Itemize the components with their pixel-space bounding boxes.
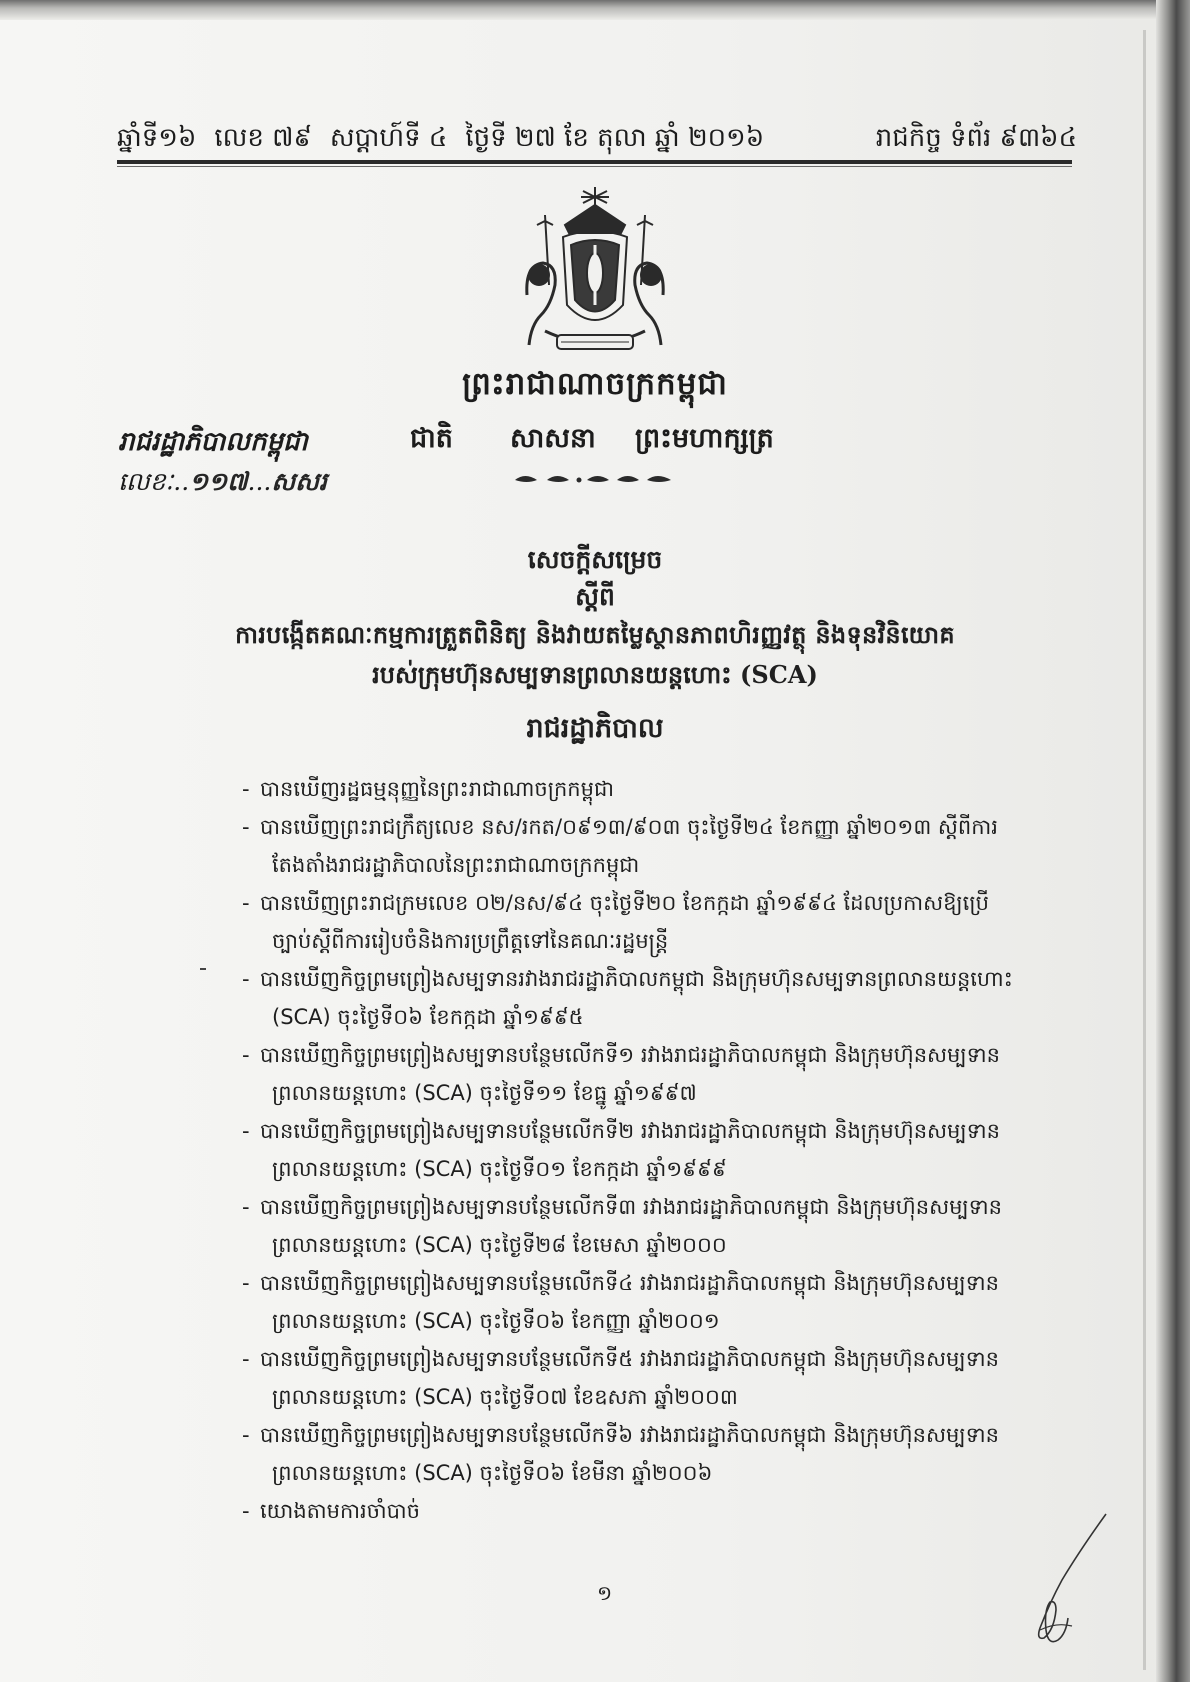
list-item: - បានឃើញកិច្ចព្រមព្រៀងសម្បទានបន្ថែមលើកទី១ រវាងរាជរដ្ឋាភិបាលកម្ពុជា និងក្រុមហ៊ុនសម្បទាន ព្រលានយន្តហោះ (SCA) ចុះថ្ងៃទី១១ ខែធ្នូ ឆ្នាំ១៩៩៧ — [242, 1036, 1042, 1112]
header-week: សប្តាហ៍ទី ៤ — [329, 123, 448, 153]
header-rule-thin — [117, 166, 1072, 167]
reference-number: លេខៈ..១១៧...សសរ — [118, 467, 327, 496]
header-date: ថ្ងៃទី ២៧ ខែ តុលា ឆ្នាំ ២០១៦ — [465, 123, 765, 153]
reference-label: លេខៈ — [118, 467, 174, 496]
authority-heading: រាជរដ្ឋាភិបាល — [526, 713, 664, 744]
issuing-authority: រាជរដ្ឋាភិបាលកម្ពុជា — [118, 427, 308, 457]
royal-coat-of-arms-icon — [505, 185, 685, 365]
subject-line-2: របស់ក្រុមហ៊ុនសម្បទានព្រលានយន្តហោះ (SCA) — [372, 660, 818, 689]
list-item: - បានឃើញព្រះរាជក្រមលេខ ០២/នស/៩៤ ចុះថ្ងៃទី២០ ខែកក្កដា ឆ្នាំ១៩៩៤ ដែលប្រកាសឱ្យប្រើ ច្បាប់ស្តីពីការរៀបចំនិងការប្រព្រឹត្តទៅនៃគណៈរដ្ឋមន្ត្រី — [242, 884, 1042, 960]
national-motto — [410, 422, 780, 462]
list-item: - បានឃើញកិច្ចព្រមព្រៀងសម្បទានបន្ថែមលើកទី៣ រវាងរាជរដ្ឋាភិបាលកម្ពុជា និងក្រុមហ៊ុនសម្បទាន ព្រលានយន្តហោះ (SCA) ចុះថ្ងៃទី២៨ ខែមេសា ឆ្នាំ២០០០ — [242, 1188, 1042, 1264]
motto-nation: ជាតិ — [410, 423, 453, 454]
scan-right-edge — [1156, 0, 1190, 1682]
kingdom-name: ព្រះរាជាណាចក្រកម្ពុជា — [462, 366, 728, 402]
motto-ornament-icon — [505, 470, 685, 488]
scan-top-edge — [0, 0, 1190, 20]
gazette-header — [117, 118, 1077, 162]
scan-binding-line — [1143, 30, 1146, 1670]
list-item: - យោងតាមការចាំបាច់ — [242, 1492, 1042, 1530]
motto-king: ព្រះមហាក្សត្រ — [635, 423, 774, 454]
initial-signature — [1010, 1510, 1120, 1650]
motto-religion: សាសនា — [510, 423, 596, 454]
list-item: - បានឃើញកិច្ចព្រមព្រៀងសម្បទានរវាងរាជរដ្ឋាភិបាលកម្ពុជា និងក្រុមហ៊ុនសម្បទានព្រលានយន្តហោះ (SCA) ចុះថ្ងៃទី០៦ ខែកក្កដា ឆ្នាំ១៩៩៥ — [242, 960, 1042, 1036]
document-about: ស្តីពី — [575, 582, 615, 611]
document-type: សេចក្តីសម្រេច — [527, 545, 663, 574]
list-item: - បានឃើញព្រះរាជក្រឹត្យលេខ នស/រកត/០៩១៣/៩០៣ ចុះថ្ងៃទី២៤ ខែកញ្ញា ឆ្នាំ២០១៣ ស្តីពីការ តែងតាំងរាជរដ្ឋាភិបាលនៃព្រះរាជាណាចក្រកម្ពុជា — [242, 808, 1042, 884]
list-item: - បានឃើញរដ្ឋធម្មនុញ្ញនៃព្រះរាជាណាចក្រកម្ពុជា — [242, 770, 1042, 808]
preamble-list — [242, 770, 1042, 1530]
scan-mark — [200, 968, 206, 970]
header-number: លេខ ៧៩ — [214, 123, 312, 153]
header-rule-thick — [117, 160, 1072, 164]
page-number: ១ — [597, 1581, 613, 1605]
header-folio: រាជកិច្ច ទំព័រ ៩៣៦៤ — [875, 123, 1077, 153]
list-item: - បានឃើញកិច្ចព្រមព្រៀងសម្បទានបន្ថែមលើកទី៦ រវាងរាជរដ្ឋាភិបាលកម្ពុជា និងក្រុមហ៊ុនសម្បទាន ព្រលានយន្តហោះ (SCA) ចុះថ្ងៃទី០៦ ខែមីនា ឆ្នាំ២០០៦ — [242, 1416, 1042, 1492]
header-year: ឆ្នាំទី១៦ — [117, 123, 197, 153]
list-item: - បានឃើញកិច្ចព្រមព្រៀងសម្បទានបន្ថែមលើកទី២ រវាងរាជរដ្ឋាភិបាលកម្ពុជា និងក្រុមហ៊ុនសម្បទាន ព្រលានយន្តហោះ (SCA) ចុះថ្ងៃទី០១ ខែកក្កដា ឆ្នាំ១៩៩៩ — [242, 1112, 1042, 1188]
list-item: - បានឃើញកិច្ចព្រមព្រៀងសម្បទានបន្ថែមលើកទី៤ រវាងរាជរដ្ឋាភិបាលកម្ពុជា និងក្រុមហ៊ុនសម្បទាន ព្រលានយន្តហោះ (SCA) ចុះថ្ងៃទី០៦ ខែកញ្ញា ឆ្នាំ២០០១ — [242, 1264, 1042, 1340]
reference-value: ១១៧ — [189, 467, 248, 496]
list-item: - បានឃើញកិច្ចព្រមព្រៀងសម្បទានបន្ថែមលើកទី៥ រវាងរាជរដ្ឋាភិបាលកម្ពុជា និងក្រុមហ៊ុនសម្បទាន ព្រលានយន្តហោះ (SCA) ចុះថ្ងៃទី០៧ ខែឧសភា ឆ្នាំ២០០៣ — [242, 1340, 1042, 1416]
reference-suffix: សសរ — [271, 467, 327, 496]
subject-line-1: ការបង្កើតគណៈកម្មការត្រួតពិនិត្យ និងវាយតម្លៃស្ថានភាពហិរញ្ញវត្ថុ និងទុនវិនិយោគ — [235, 620, 955, 649]
